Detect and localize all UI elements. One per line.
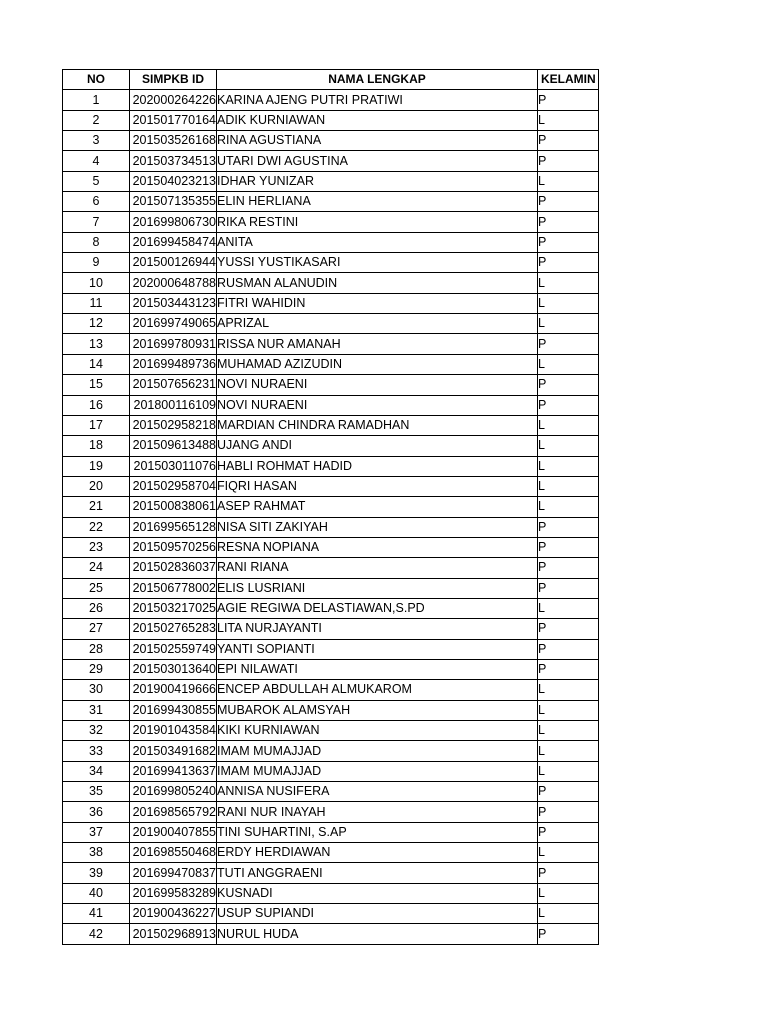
header-kelamin: KELAMIN (538, 70, 599, 90)
cell-nama: HABLI ROHMAT HADID (217, 456, 538, 476)
cell-simpkb-id: 201502765283 (130, 619, 217, 639)
cell-simpkb-id: 201503526168 (130, 131, 217, 151)
table-row (63, 131, 599, 151)
cell-kelamin: P (538, 232, 599, 252)
cell-nama: APRIZAL (217, 314, 538, 334)
table-row (63, 883, 599, 903)
cell-simpkb-id: 201500126944 (130, 253, 217, 273)
cell-nama: ERDY HERDIAWAN (217, 843, 538, 863)
table-row (63, 375, 599, 395)
cell-simpkb-id: 201503443123 (130, 293, 217, 313)
cell-nama: EPI NILAWATI (217, 659, 538, 679)
table-row (63, 354, 599, 374)
cell-no: 26 (63, 598, 130, 618)
cell-kelamin: L (538, 721, 599, 741)
cell-simpkb-id: 201698550468 (130, 843, 217, 863)
cell-simpkb-id: 201900419666 (130, 680, 217, 700)
cell-no: 35 (63, 782, 130, 802)
cell-kelamin: P (538, 659, 599, 679)
cell-no: 34 (63, 761, 130, 781)
cell-kelamin: P (538, 537, 599, 557)
cell-nama: IMAM MUMAJJAD (217, 741, 538, 761)
cell-no: 41 (63, 904, 130, 924)
cell-simpkb-id: 201698565792 (130, 802, 217, 822)
cell-simpkb-id: 201502836037 (130, 558, 217, 578)
cell-no: 36 (63, 802, 130, 822)
cell-simpkb-id: 201699458474 (130, 232, 217, 252)
header-row (63, 70, 599, 90)
cell-no: 21 (63, 497, 130, 517)
table-body (63, 90, 599, 944)
table-row (63, 293, 599, 313)
cell-nama: RISSA NUR AMANAH (217, 334, 538, 354)
table-row (63, 456, 599, 476)
cell-no: 10 (63, 273, 130, 293)
cell-kelamin: L (538, 354, 599, 374)
cell-kelamin: P (538, 253, 599, 273)
cell-nama: KUSNADI (217, 883, 538, 903)
cell-no: 2 (63, 110, 130, 130)
cell-nama: KIKI KURNIAWAN (217, 721, 538, 741)
cell-kelamin: L (538, 314, 599, 334)
cell-nama: AGIE REGIWA DELASTIAWAN,S.PD (217, 598, 538, 618)
cell-kelamin: P (538, 90, 599, 110)
cell-simpkb-id: 201800116109 (130, 395, 217, 415)
table-row (63, 904, 599, 924)
cell-no: 7 (63, 212, 130, 232)
cell-no: 4 (63, 151, 130, 171)
cell-kelamin: P (538, 578, 599, 598)
cell-simpkb-id: 201699430855 (130, 700, 217, 720)
cell-no: 30 (63, 680, 130, 700)
cell-no: 27 (63, 619, 130, 639)
cell-no: 33 (63, 741, 130, 761)
cell-kelamin: P (538, 334, 599, 354)
cell-kelamin: P (538, 639, 599, 659)
cell-kelamin: P (538, 802, 599, 822)
cell-kelamin: L (538, 415, 599, 435)
table-row (63, 924, 599, 944)
cell-nama: MUBAROK ALAMSYAH (217, 700, 538, 720)
cell-simpkb-id: 201509613488 (130, 436, 217, 456)
cell-kelamin: P (538, 517, 599, 537)
table-row (63, 802, 599, 822)
cell-no: 16 (63, 395, 130, 415)
cell-simpkb-id: 201502559749 (130, 639, 217, 659)
cell-simpkb-id: 201502958704 (130, 476, 217, 496)
cell-nama: ANITA (217, 232, 538, 252)
cell-kelamin: P (538, 375, 599, 395)
cell-no: 23 (63, 537, 130, 557)
cell-simpkb-id: 201699413637 (130, 761, 217, 781)
table-row (63, 659, 599, 679)
cell-no: 20 (63, 476, 130, 496)
table-row (63, 843, 599, 863)
cell-kelamin: P (538, 151, 599, 171)
cell-no: 40 (63, 883, 130, 903)
cell-simpkb-id: 201699780931 (130, 334, 217, 354)
cell-nama: MARDIAN CHINDRA RAMADHAN (217, 415, 538, 435)
table-row (63, 700, 599, 720)
table-row (63, 741, 599, 761)
cell-simpkb-id: 201503491682 (130, 741, 217, 761)
cell-simpkb-id: 201504023213 (130, 171, 217, 191)
cell-simpkb-id: 201699489736 (130, 354, 217, 374)
cell-no: 12 (63, 314, 130, 334)
table-row (63, 497, 599, 517)
cell-kelamin: L (538, 171, 599, 191)
table-row (63, 151, 599, 171)
cell-nama: NOVI NURAENI (217, 375, 538, 395)
cell-kelamin: P (538, 558, 599, 578)
cell-kelamin: P (538, 782, 599, 802)
cell-no: 42 (63, 924, 130, 944)
header-simpkb-id: SIMPKB ID (130, 70, 217, 90)
cell-kelamin: L (538, 293, 599, 313)
cell-simpkb-id: 201501770164 (130, 110, 217, 130)
cell-simpkb-id: 201900436227 (130, 904, 217, 924)
cell-no: 32 (63, 721, 130, 741)
cell-nama: FIQRI HASAN (217, 476, 538, 496)
cell-kelamin: L (538, 436, 599, 456)
cell-simpkb-id: 201509570256 (130, 537, 217, 557)
cell-simpkb-id: 201503013640 (130, 659, 217, 679)
cell-no: 13 (63, 334, 130, 354)
header-no: NO (63, 70, 130, 90)
cell-nama: UJANG ANDI (217, 436, 538, 456)
table-row (63, 639, 599, 659)
cell-simpkb-id: 201503734513 (130, 151, 217, 171)
cell-nama: KARINA AJENG PUTRI PRATIWI (217, 90, 538, 110)
cell-nama: YUSSI YUSTIKASARI (217, 253, 538, 273)
cell-nama: NOVI NURAENI (217, 395, 538, 415)
table-row (63, 110, 599, 130)
cell-nama: IMAM MUMAJJAD (217, 761, 538, 781)
cell-simpkb-id: 201699583289 (130, 883, 217, 903)
cell-kelamin: P (538, 822, 599, 842)
cell-simpkb-id: 201901043584 (130, 721, 217, 741)
cell-nama: ENCEP ABDULLAH ALMUKAROM (217, 680, 538, 700)
cell-kelamin: L (538, 680, 599, 700)
cell-nama: RESNA NOPIANA (217, 537, 538, 557)
cell-kelamin: P (538, 395, 599, 415)
cell-simpkb-id: 201699749065 (130, 314, 217, 334)
table-row (63, 619, 599, 639)
cell-simpkb-id: 201503011076 (130, 456, 217, 476)
table-row (63, 192, 599, 212)
cell-no: 37 (63, 822, 130, 842)
cell-nama: TUTI ANGGRAENI (217, 863, 538, 883)
cell-no: 22 (63, 517, 130, 537)
cell-kelamin: L (538, 456, 599, 476)
cell-no: 25 (63, 578, 130, 598)
cell-kelamin: P (538, 619, 599, 639)
cell-simpkb-id: 201699565128 (130, 517, 217, 537)
cell-kelamin: L (538, 883, 599, 903)
cell-no: 11 (63, 293, 130, 313)
cell-kelamin: L (538, 598, 599, 618)
cell-simpkb-id: 201503217025 (130, 598, 217, 618)
cell-kelamin: L (538, 273, 599, 293)
cell-nama: FITRI WAHIDIN (217, 293, 538, 313)
table-row (63, 782, 599, 802)
cell-kelamin: L (538, 476, 599, 496)
cell-no: 14 (63, 354, 130, 374)
cell-simpkb-id: 201699470837 (130, 863, 217, 883)
table-row (63, 232, 599, 252)
cell-kelamin: L (538, 110, 599, 130)
cell-nama: NURUL HUDA (217, 924, 538, 944)
cell-no: 19 (63, 456, 130, 476)
cell-no: 1 (63, 90, 130, 110)
cell-nama: NISA SITI ZAKIYAH (217, 517, 538, 537)
cell-nama: MUHAMAD AZIZUDIN (217, 354, 538, 374)
cell-simpkb-id: 202000264226 (130, 90, 217, 110)
table-row (63, 395, 599, 415)
table-row (63, 253, 599, 273)
table-row (63, 273, 599, 293)
cell-kelamin: L (538, 700, 599, 720)
cell-no: 3 (63, 131, 130, 151)
cell-nama: RUSMAN ALANUDIN (217, 273, 538, 293)
cell-simpkb-id: 201502968913 (130, 924, 217, 944)
table-row (63, 863, 599, 883)
participant-table (62, 69, 599, 945)
cell-nama: RANI RIANA (217, 558, 538, 578)
cell-no: 39 (63, 863, 130, 883)
cell-nama: USUP SUPIANDI (217, 904, 538, 924)
table-row (63, 721, 599, 741)
table-row (63, 578, 599, 598)
table-row (63, 598, 599, 618)
table-row (63, 517, 599, 537)
cell-kelamin: P (538, 192, 599, 212)
cell-simpkb-id: 201507135355 (130, 192, 217, 212)
table-row (63, 476, 599, 496)
table-row (63, 334, 599, 354)
cell-kelamin: P (538, 212, 599, 232)
cell-kelamin: P (538, 863, 599, 883)
cell-no: 29 (63, 659, 130, 679)
cell-nama: YANTI SOPIANTI (217, 639, 538, 659)
cell-no: 18 (63, 436, 130, 456)
cell-simpkb-id: 201507656231 (130, 375, 217, 395)
cell-simpkb-id: 201699805240 (130, 782, 217, 802)
cell-kelamin: L (538, 741, 599, 761)
cell-no: 24 (63, 558, 130, 578)
cell-simpkb-id: 201506778002 (130, 578, 217, 598)
table-row (63, 822, 599, 842)
cell-no: 9 (63, 253, 130, 273)
table-row (63, 537, 599, 557)
table-row (63, 212, 599, 232)
cell-simpkb-id: 201502958218 (130, 415, 217, 435)
cell-no: 28 (63, 639, 130, 659)
cell-no: 38 (63, 843, 130, 863)
cell-kelamin: L (538, 497, 599, 517)
cell-nama: ELIN HERLIANA (217, 192, 538, 212)
table-row (63, 436, 599, 456)
cell-kelamin: L (538, 761, 599, 781)
cell-no: 17 (63, 415, 130, 435)
cell-nama: ELIS LUSRIANI (217, 578, 538, 598)
cell-nama: UTARI DWI AGUSTINA (217, 151, 538, 171)
table-row (63, 761, 599, 781)
table-row (63, 680, 599, 700)
table-row (63, 314, 599, 334)
cell-nama: LITA NURJAYANTI (217, 619, 538, 639)
cell-nama: TINI SUHARTINI, S.AP (217, 822, 538, 842)
cell-nama: RANI NUR INAYAH (217, 802, 538, 822)
cell-no: 15 (63, 375, 130, 395)
cell-nama: RIKA RESTINI (217, 212, 538, 232)
cell-no: 31 (63, 700, 130, 720)
cell-simpkb-id: 201699806730 (130, 212, 217, 232)
table-row (63, 90, 599, 110)
header-nama-lengkap: NAMA LENGKAP (217, 70, 538, 90)
cell-kelamin: P (538, 924, 599, 944)
cell-no: 6 (63, 192, 130, 212)
cell-kelamin: L (538, 904, 599, 924)
cell-nama: RINA AGUSTIANA (217, 131, 538, 151)
cell-nama: ANNISA NUSIFERA (217, 782, 538, 802)
cell-no: 5 (63, 171, 130, 191)
cell-simpkb-id: 202000648788 (130, 273, 217, 293)
cell-kelamin: P (538, 131, 599, 151)
table-row (63, 415, 599, 435)
cell-nama: ADIK KURNIAWAN (217, 110, 538, 130)
cell-nama: IDHAR YUNIZAR (217, 171, 538, 191)
cell-kelamin: L (538, 843, 599, 863)
table-row (63, 558, 599, 578)
cell-nama: ASEP RAHMAT (217, 497, 538, 517)
cell-simpkb-id: 201900407855 (130, 822, 217, 842)
cell-simpkb-id: 201500838061 (130, 497, 217, 517)
table-row (63, 171, 599, 191)
cell-no: 8 (63, 232, 130, 252)
